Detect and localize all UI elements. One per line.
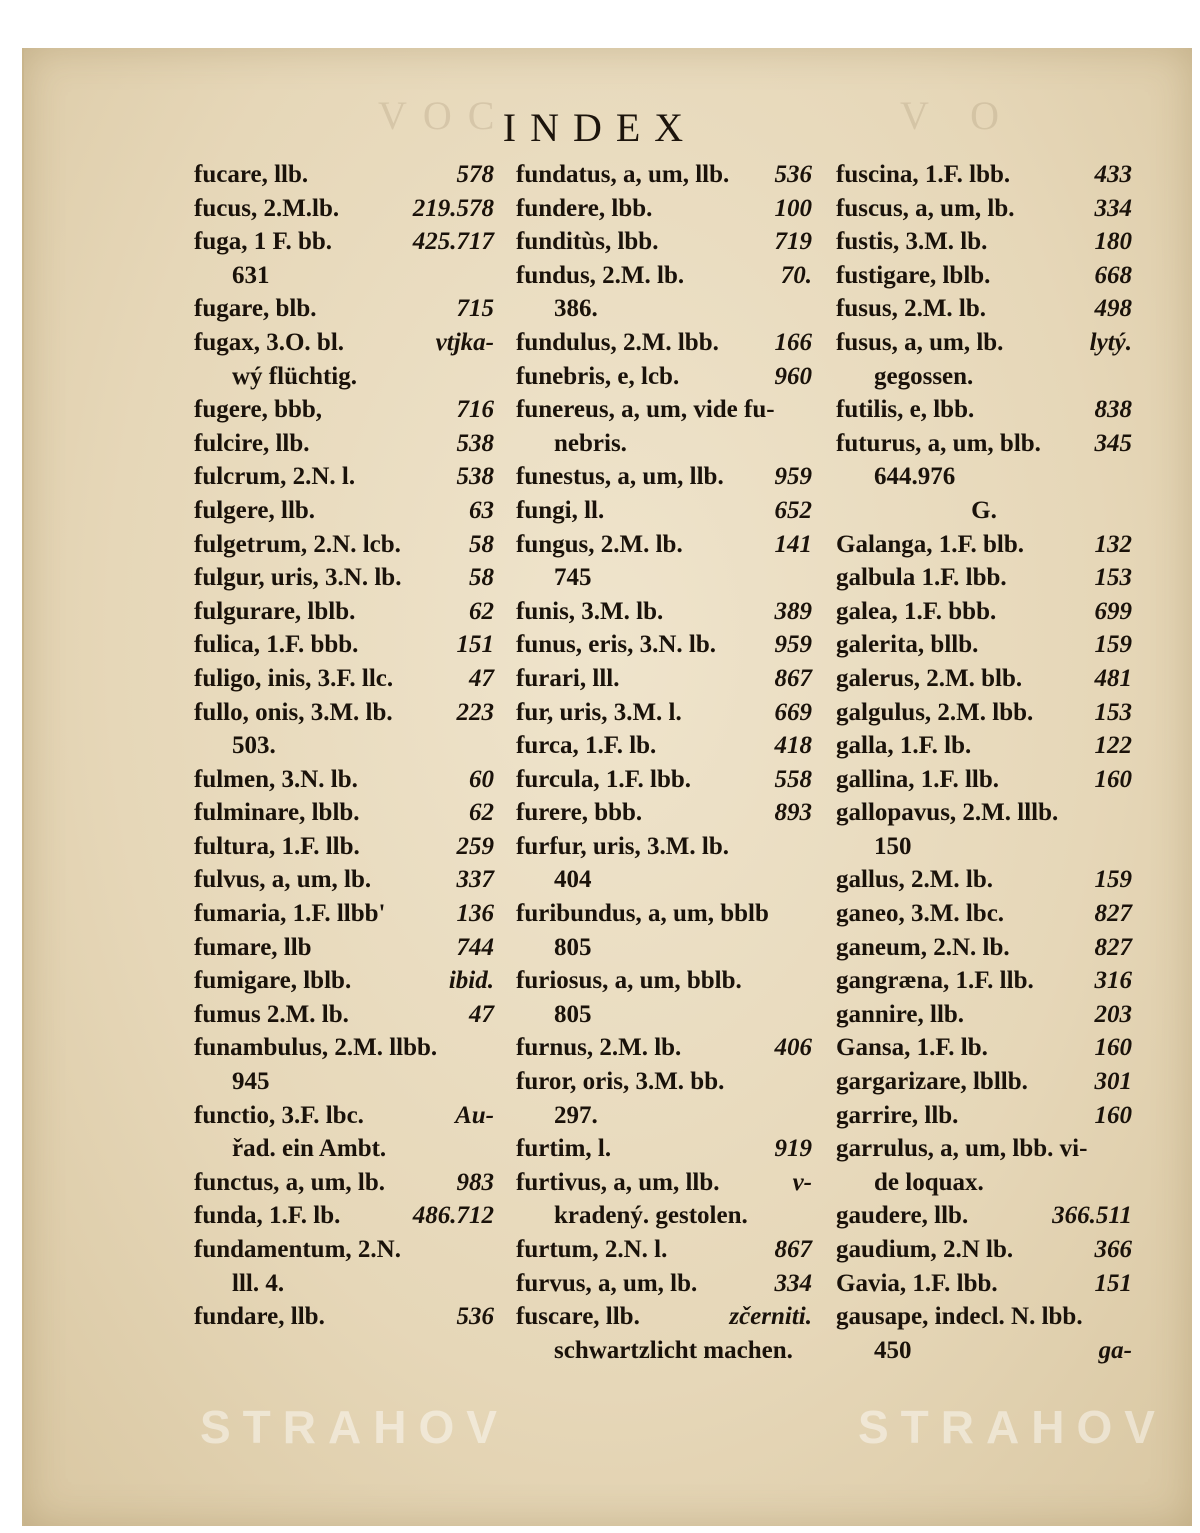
entry-page-number: 62 xyxy=(469,597,494,625)
entry-page-number: 486.712 xyxy=(412,1202,494,1230)
index-entry xyxy=(194,1300,494,1334)
entry-headword: fustis, 3.M. lb. xyxy=(836,228,988,256)
index-entry xyxy=(194,662,494,696)
entry-headword: fulvus, a, um, lb. xyxy=(194,866,372,894)
entry-page-number: 132 xyxy=(1094,530,1132,558)
entry-headword: gannire, llb. xyxy=(836,1000,965,1028)
index-entry xyxy=(194,393,494,427)
index-entry xyxy=(836,326,1132,360)
index-entry xyxy=(194,460,494,494)
entry-headword: fuga, 1 F. bb. xyxy=(194,228,333,256)
index-entry xyxy=(516,1267,812,1301)
entry-page-number: 153 xyxy=(1094,698,1132,726)
entry-headword: fuligo, inis, 3.F. llc. xyxy=(194,664,394,692)
index-entry xyxy=(516,225,812,259)
index-column-2 xyxy=(516,158,812,1367)
entry-page-number: lytý. xyxy=(1089,328,1132,356)
index-entry xyxy=(836,1300,1132,1334)
entry-page-number: vtjka- xyxy=(435,328,494,356)
entry-continuation-text: nebris. xyxy=(554,429,627,457)
entry-headword: gallus, 2.M. lb. xyxy=(836,866,993,894)
entry-page-number: 716 xyxy=(456,396,494,424)
entry-headword: fulcire, llb. xyxy=(194,429,310,457)
entry-headword: ganeum, 2.N. lb. xyxy=(836,933,1010,961)
entry-page-number: 867 xyxy=(774,664,812,692)
entry-headword: funereus, a, um, vide fu- xyxy=(516,396,775,424)
entry-page-number: 159 xyxy=(1094,631,1132,659)
index-entry xyxy=(194,931,494,965)
index-entry-continuation xyxy=(516,1099,812,1133)
entry-headword: funambulus, 2.M. llbb. xyxy=(194,1034,438,1062)
index-entry xyxy=(516,1300,812,1334)
entry-headword: ganeo, 3.M. lbc. xyxy=(836,900,1005,928)
entry-page-number: 578 xyxy=(456,161,494,188)
entry-headword: fucare, llb. xyxy=(194,161,309,188)
entry-page-number: 160 xyxy=(1094,765,1132,793)
index-column-3 xyxy=(836,158,1132,1367)
entry-headword: fumare, llb xyxy=(194,933,312,961)
index-entry-continuation xyxy=(194,1132,494,1166)
index-entry xyxy=(836,158,1132,192)
index-entry-continuation xyxy=(836,1334,1132,1368)
index-entry xyxy=(516,1031,812,1065)
index-entry xyxy=(516,796,812,830)
index-entry xyxy=(836,696,1132,730)
index-entry xyxy=(836,863,1132,897)
index-entry xyxy=(194,1031,494,1065)
index-entry xyxy=(836,1233,1132,1267)
entry-page-number: ibid. xyxy=(448,967,494,995)
entry-page-number: 166 xyxy=(774,328,812,356)
entry-headword: galgulus, 2.M. lbb. xyxy=(836,698,1034,726)
entry-page-number: 337 xyxy=(456,866,494,894)
index-entry xyxy=(516,158,812,192)
index-entry xyxy=(516,897,812,931)
entry-headword: fusus, 2.M. lb. xyxy=(836,295,987,323)
entry-continuation-text: 386. xyxy=(554,295,598,323)
index-entry xyxy=(836,662,1132,696)
index-entry xyxy=(836,561,1132,595)
entry-headword: fundare, llb. xyxy=(194,1303,325,1331)
entry-continuation-text: 503. xyxy=(232,732,276,760)
index-entry xyxy=(516,1166,812,1200)
entry-headword: furtim, l. xyxy=(516,1135,612,1163)
entry-headword: furca, 1.F. lb. xyxy=(516,732,657,760)
entry-page-number: 558 xyxy=(774,765,812,793)
entry-continuation-text: řad. ein Ambt. xyxy=(232,1135,387,1163)
index-entry-continuation xyxy=(516,931,812,965)
entry-page-number: 203 xyxy=(1094,1000,1132,1028)
entry-page-number: 715 xyxy=(456,295,494,323)
page-title: INDEX xyxy=(502,105,698,150)
index-entry xyxy=(516,628,812,662)
entry-headword: galla, 1.F. lb. xyxy=(836,732,972,760)
index-entry xyxy=(516,763,812,797)
index-entry xyxy=(516,595,812,629)
index-entry xyxy=(194,494,494,528)
entry-headword: Gavia, 1.F. lbb. xyxy=(836,1269,998,1297)
entry-page-number: 100 xyxy=(774,194,812,222)
entry-headword: furtivus, a, um, llb. xyxy=(516,1168,720,1196)
entry-headword: galea, 1.F. bbb. xyxy=(836,597,997,625)
entry-page-number: 70. xyxy=(780,261,812,289)
index-entry xyxy=(836,964,1132,998)
index-entry xyxy=(836,1065,1132,1099)
index-entry-continuation xyxy=(194,729,494,763)
index-entry xyxy=(194,998,494,1032)
entry-page-number: 136 xyxy=(456,900,494,928)
entry-headword: gangræna, 1.F. llb. xyxy=(836,967,1034,995)
entry-headword: gausape, indecl. N. lbb. xyxy=(836,1303,1083,1331)
index-entry xyxy=(516,259,812,293)
entry-headword: fumigare, lblb. xyxy=(194,967,352,995)
entry-page-number: 669 xyxy=(774,698,812,726)
entry-continuation-text: 805 xyxy=(554,933,592,961)
index-entry xyxy=(194,326,494,360)
index-entry xyxy=(516,494,812,528)
entry-headword: Galanga, 1.F. blb. xyxy=(836,530,1025,558)
index-entry xyxy=(194,158,494,192)
entry-headword: fulica, 1.F. bbb. xyxy=(194,631,359,659)
entry-page-number: 223 xyxy=(456,698,494,726)
index-entry xyxy=(516,830,812,864)
index-entry xyxy=(194,863,494,897)
entry-page-number: 433 xyxy=(1094,161,1132,188)
entry-page-number: 62 xyxy=(469,799,494,827)
entry-headword: fuscare, llb. xyxy=(516,1303,640,1331)
entry-headword: furvus, a, um, lb. xyxy=(516,1269,698,1297)
index-entry xyxy=(194,763,494,797)
entry-page-number: 406 xyxy=(774,1034,812,1062)
index-entry xyxy=(836,595,1132,629)
entry-headword: furcula, 1.F. lbb. xyxy=(516,765,692,793)
entry-page-number: 141 xyxy=(774,530,812,558)
index-entry xyxy=(194,796,494,830)
entry-headword: funus, eris, 3.N. lb. xyxy=(516,631,717,659)
index-entry xyxy=(836,528,1132,562)
entry-headword: furere, bbb. xyxy=(516,799,643,827)
entry-page-number: 60 xyxy=(469,765,494,793)
index-entry xyxy=(194,830,494,864)
entry-page-number: 334 xyxy=(1094,194,1132,222)
entry-headword: futurus, a, um, blb. xyxy=(836,429,1041,457)
entry-page-number: 959 xyxy=(774,631,812,659)
index-entry xyxy=(516,393,812,427)
index-entry-continuation xyxy=(836,1166,1132,1200)
index-entry xyxy=(836,1132,1132,1166)
index-entry xyxy=(836,292,1132,326)
index-entry-continuation xyxy=(516,292,812,326)
entry-continuation-text: gegossen. xyxy=(874,362,974,390)
entry-headword: furiosus, a, um, bblb. xyxy=(516,967,742,995)
entry-page-number: 334 xyxy=(774,1269,812,1297)
entry-page-number: 219.578 xyxy=(412,194,494,222)
entry-headword: fuscina, 1.F. lbb. xyxy=(836,161,1011,188)
entry-headword: funebris, e, lcb. xyxy=(516,362,680,390)
index-entry xyxy=(194,1233,494,1267)
entry-headword: gallina, 1.F. llb. xyxy=(836,765,1000,793)
entry-headword: galbula 1.F. lbb. xyxy=(836,564,1007,592)
entry-page-number: 151 xyxy=(456,631,494,659)
index-entry xyxy=(836,763,1132,797)
entry-page-number: 538 xyxy=(456,463,494,491)
entry-headword: fundus, 2.M. lb. xyxy=(516,261,685,289)
entry-headword: garrire, llb. xyxy=(836,1101,959,1129)
index-entry-continuation xyxy=(836,460,1132,494)
entry-continuation-text: 745 xyxy=(554,564,592,592)
entry-headword: fusus, a, um, lb. xyxy=(836,328,1004,356)
index-entry xyxy=(194,427,494,461)
index-entry xyxy=(194,1199,494,1233)
index-entry xyxy=(194,964,494,998)
entry-headword: furtum, 2.N. l. xyxy=(516,1236,668,1263)
index-entry-continuation xyxy=(516,427,812,461)
entry-headword: fulgetrum, 2.N. lcb. xyxy=(194,530,401,558)
entry-headword: functus, a, um, lb. xyxy=(194,1168,386,1196)
entry-headword: fumaria, 1.F. llbb' xyxy=(194,900,386,928)
entry-headword: funditùs, lbb. xyxy=(516,228,659,256)
index-entry xyxy=(194,696,494,730)
entry-continuation-text: schwartzlicht machen. xyxy=(554,1336,793,1364)
entry-page-number: 960 xyxy=(774,362,812,390)
entry-continuation-text: 450 xyxy=(874,1336,912,1364)
entry-page-number: zčerniti. xyxy=(729,1303,812,1331)
entry-headword: garrulus, a, um, lbb. vi- xyxy=(836,1135,1088,1163)
index-entry xyxy=(194,292,494,326)
index-entry xyxy=(836,729,1132,763)
index-entry xyxy=(194,1166,494,1200)
entry-headword: furor, oris, 3.M. bb. xyxy=(516,1068,725,1096)
index-entry xyxy=(836,1267,1132,1301)
entry-headword: gallopavus, 2.M. lllb. xyxy=(836,799,1059,827)
index-entry xyxy=(836,1099,1132,1133)
entry-headword: fundamentum, 2.N. xyxy=(194,1236,401,1263)
entry-page-number: 151 xyxy=(1094,1269,1132,1297)
entry-headword: fugare, blb. xyxy=(194,295,317,323)
entry-headword: galerus, 2.M. blb. xyxy=(836,664,1023,692)
entry-page-number: 345 xyxy=(1094,429,1132,457)
index-entry xyxy=(836,628,1132,662)
entry-page-number: 160 xyxy=(1094,1101,1132,1129)
bleed-through-text-2: V O xyxy=(900,93,1016,138)
entry-page-number: Au- xyxy=(455,1101,494,1129)
index-column-1 xyxy=(194,158,494,1334)
entry-headword: gaudere, llb. xyxy=(836,1202,969,1230)
index-entry xyxy=(194,1099,494,1133)
entry-continuation-text: de loquax. xyxy=(874,1168,984,1196)
index-entry-continuation xyxy=(194,259,494,293)
index-entry xyxy=(516,729,812,763)
entry-page-number: v- xyxy=(792,1168,812,1196)
entry-continuation-text: lll. 4. xyxy=(232,1269,285,1297)
entry-headword: fulcrum, 2.N. l. xyxy=(194,463,356,491)
entry-page-number: 827 xyxy=(1094,900,1132,928)
entry-page-number: 652 xyxy=(774,496,812,524)
entry-headword: fucus, 2.M.lb. xyxy=(194,194,340,222)
index-entry xyxy=(516,460,812,494)
index-entry xyxy=(836,931,1132,965)
entry-headword: funda, 1.F. lb. xyxy=(194,1202,341,1230)
entry-headword: galerita, bllb. xyxy=(836,631,979,659)
entry-headword: fugax, 3.O. bl. xyxy=(194,328,345,356)
entry-headword: fulgurare, lblb. xyxy=(194,597,356,625)
entry-continuation-text: kradený. gestolen. xyxy=(554,1202,748,1230)
index-entry-continuation xyxy=(836,360,1132,394)
index-entry-continuation xyxy=(194,1065,494,1099)
entry-page-number: 389 xyxy=(774,597,812,625)
entry-page-number: 58 xyxy=(469,564,494,592)
entry-page-number: 919 xyxy=(774,1135,812,1163)
entry-page-number: 122 xyxy=(1094,732,1132,760)
index-entry xyxy=(516,1065,812,1099)
index-entry xyxy=(194,595,494,629)
entry-page-number: 366.511 xyxy=(1052,1202,1132,1230)
index-entry xyxy=(516,1132,812,1166)
entry-headword: functio, 3.F. lbc. xyxy=(194,1101,364,1129)
index-entry xyxy=(194,897,494,931)
entry-headword: fumus 2.M. lb. xyxy=(194,1000,349,1028)
index-entry xyxy=(516,662,812,696)
index-entry xyxy=(836,259,1132,293)
entry-continuation-text: 404 xyxy=(554,866,592,894)
index-entry xyxy=(836,427,1132,461)
entry-page-number: 838 xyxy=(1094,396,1132,424)
entry-headword: fundere, lbb. xyxy=(516,194,653,222)
index-entry xyxy=(194,192,494,226)
entry-headword: futilis, e, lbb. xyxy=(836,396,975,424)
index-entry-continuation xyxy=(516,1334,812,1368)
entry-page-number: 316 xyxy=(1094,967,1132,995)
entry-continuation-text: 644.976 xyxy=(874,463,956,491)
index-entry xyxy=(836,796,1132,830)
index-entry xyxy=(516,326,812,360)
watermark-right: STRAHOV xyxy=(858,1401,1167,1453)
entry-headword: fulmen, 3.N. lb. xyxy=(194,765,358,793)
entry-headword: fungus, 2.M. lb. xyxy=(516,530,683,558)
index-entry xyxy=(836,1199,1132,1233)
entry-page-number: 536 xyxy=(774,161,812,188)
index-entry xyxy=(194,528,494,562)
index-entry xyxy=(836,1031,1132,1065)
index-entry xyxy=(516,964,812,998)
entry-page-number: 827 xyxy=(1094,933,1132,961)
entry-headword: gaudium, 2.N lb. xyxy=(836,1236,1014,1263)
entry-page-number: 425.717 xyxy=(412,228,494,256)
entry-page-number: 498 xyxy=(1094,295,1132,323)
entry-headword: fultura, 1.F. llb. xyxy=(194,832,360,860)
watermark-left: STRAHOV xyxy=(200,1401,509,1453)
entry-page-number: 536 xyxy=(456,1303,494,1331)
entry-headword: fuscus, a, um, lb. xyxy=(836,194,1015,222)
entry-headword: fugere, bbb, xyxy=(194,396,323,424)
bleed-through-text: VOC xyxy=(378,93,511,138)
entry-page-number: 867 xyxy=(774,1236,812,1263)
entry-continuation-text: wý flüchtig. xyxy=(232,362,357,390)
entry-page-number: 259 xyxy=(456,832,494,860)
entry-page-number: 418 xyxy=(774,732,812,760)
entry-page-number: 699 xyxy=(1094,597,1132,625)
entry-page-number: 719 xyxy=(774,228,812,256)
entry-page-number: 153 xyxy=(1094,564,1132,592)
entry-headword: fullo, onis, 3.M. lb. xyxy=(194,698,393,726)
index-entry xyxy=(516,528,812,562)
index-entry xyxy=(836,192,1132,226)
entry-continuation-text: 631 xyxy=(232,261,270,289)
index-entry xyxy=(516,360,812,394)
entry-headword: Gansa, 1.F. lb. xyxy=(836,1034,988,1062)
entry-page-number: 959 xyxy=(774,463,812,491)
index-entry xyxy=(836,393,1132,427)
index-entry xyxy=(194,225,494,259)
entry-headword: fundulus, 2.M. lbb. xyxy=(516,328,719,356)
index-entry-continuation xyxy=(194,1267,494,1301)
entry-page-number: 983 xyxy=(456,1168,494,1196)
entry-headword: furari, lll. xyxy=(516,664,620,692)
index-entry-continuation xyxy=(516,998,812,1032)
entry-continuation-text: 945 xyxy=(232,1068,270,1096)
index-entry-continuation xyxy=(516,863,812,897)
entry-headword: fundatus, a, um, llb. xyxy=(516,161,730,188)
entry-page-number: 47 xyxy=(469,664,494,692)
entry-continuation-text: 297. xyxy=(554,1101,598,1129)
entry-page-number: 744 xyxy=(456,933,494,961)
index-entry-continuation xyxy=(516,1199,812,1233)
entry-page-number: 481 xyxy=(1094,664,1132,692)
entry-page-number: 47 xyxy=(469,1000,494,1028)
entry-page-number: 63 xyxy=(469,496,494,524)
index-entry xyxy=(194,561,494,595)
entry-continuation-text: 150 xyxy=(874,832,912,860)
entry-page-number: 538 xyxy=(456,429,494,457)
index-entry xyxy=(516,1233,812,1267)
index-entry-continuation xyxy=(836,830,1132,864)
index-entry-continuation xyxy=(516,561,812,595)
entry-headword: furfur, uris, 3.M. lb. xyxy=(516,832,729,860)
entry-headword: funis, 3.M. lb. xyxy=(516,597,664,625)
entry-page-number: 668 xyxy=(1094,261,1132,289)
entry-headword: funestus, a, um, llb. xyxy=(516,463,724,491)
index-entry xyxy=(194,628,494,662)
entry-page-number: 58 xyxy=(469,530,494,558)
entry-page-number: 180 xyxy=(1094,228,1132,256)
index-entry xyxy=(516,696,812,730)
entry-headword: fulminare, lblb. xyxy=(194,799,360,827)
index-entry xyxy=(516,192,812,226)
index-entry xyxy=(836,897,1132,931)
section-letter: G. xyxy=(971,496,997,524)
index-entry xyxy=(836,225,1132,259)
index-entry xyxy=(836,998,1132,1032)
entry-headword: fulgere, llb. xyxy=(194,496,316,524)
entry-page-number: 366 xyxy=(1094,1236,1132,1263)
entry-headword: furnus, 2.M. lb. xyxy=(516,1034,682,1062)
index-entry-continuation xyxy=(194,360,494,394)
entry-page-number: 159 xyxy=(1094,866,1132,894)
entry-headword: fustigare, lblb. xyxy=(836,261,991,289)
catchword: ga- xyxy=(1098,1336,1132,1364)
entry-headword: fungi, ll. xyxy=(516,496,605,524)
entry-headword: gargarizare, lbllb. xyxy=(836,1068,1028,1096)
entry-headword: fulgur, uris, 3.N. lb. xyxy=(194,564,402,592)
entry-continuation-text: 805 xyxy=(554,1000,592,1028)
entry-page-number: 893 xyxy=(774,799,812,827)
entry-page-number: 160 xyxy=(1094,1034,1132,1062)
entry-headword: fur, uris, 3.M. l. xyxy=(516,698,682,726)
entry-headword: furibundus, a, um, bblb xyxy=(516,900,769,928)
entry-page-number: 301 xyxy=(1094,1068,1132,1096)
